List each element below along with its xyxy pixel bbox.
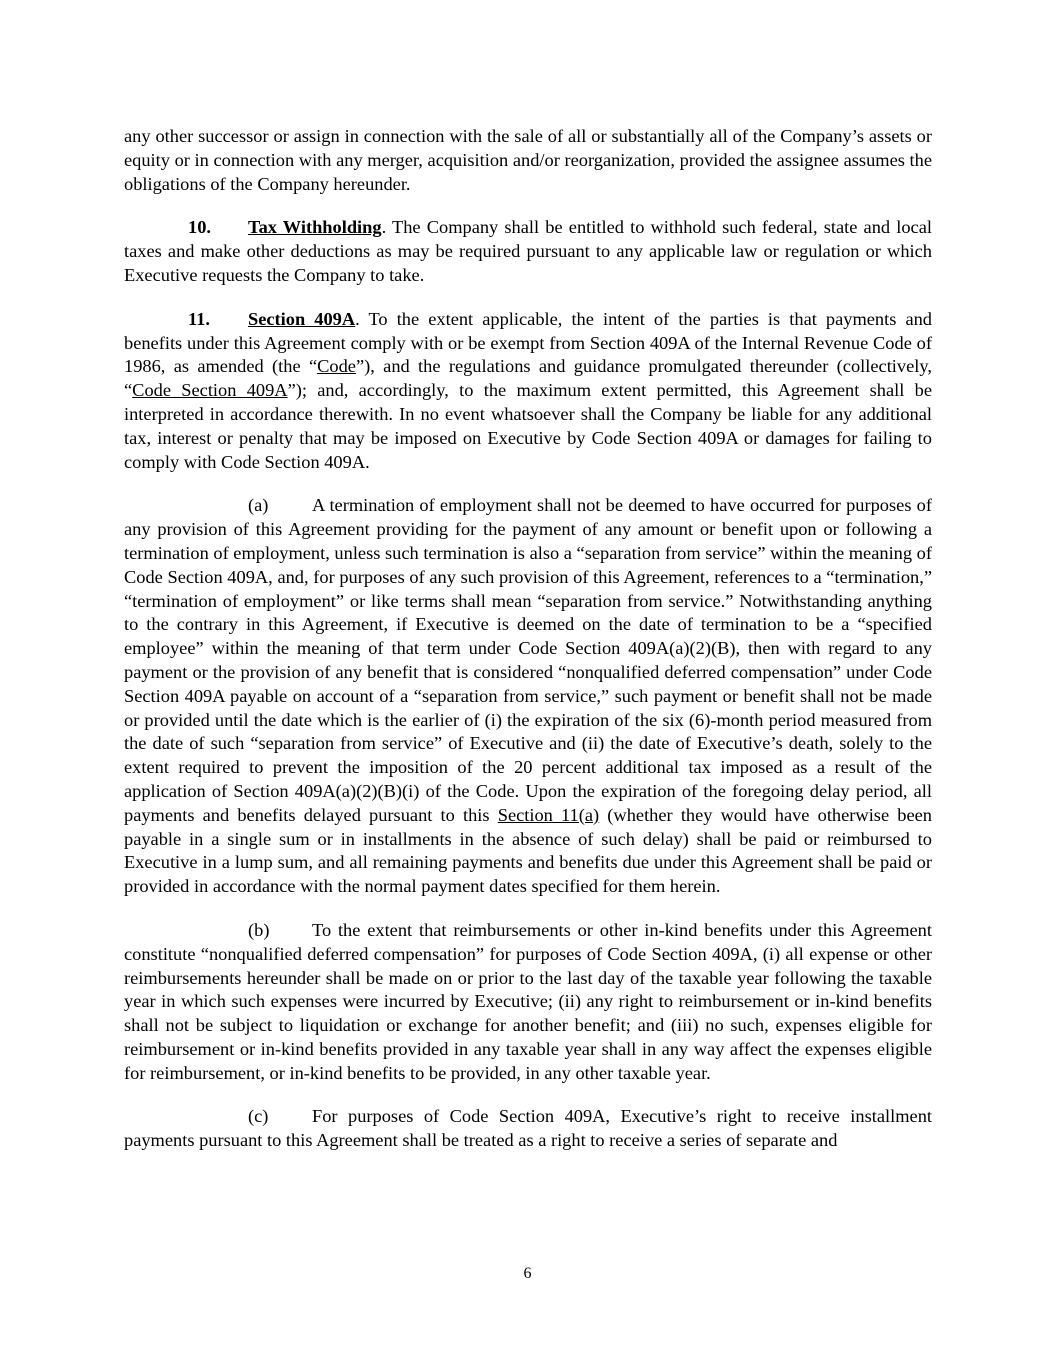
subsection-b-text: To the extent that reimbursements or other in-kind benefits under this Agreement constitute “nonqualified deferred compensation” for purposes of Code Section 409A, (i) all expense or other reimbursements hereunder shall be made on or prior to the last day of the taxable year following the taxable year in which such expenses were incurred by Executive; (ii) any right to reimbursement or in-kind benefits shall not be subject to liquidation or exchange for another benefit; and (iii) no such, expenses eligible for reimbursement or in-kind benefits provided in any taxable year shall in any way affect the expenses eligible for reimbursement, or in-kind benefits to be provided, in any other taxable year. <box>124 919 932 1083</box>
subsection-a-text-1: A termination of employment shall not be deemed to have occurred for purposes of any provision of this Agreement providing for the payment of any amount or benefit upon or following a termination of employment, unless such termination is also a “separation from service” within the meaning of Code Section 409A, and, for purposes of any such provision of this Agreement, references to a “termination,” “termination of employment” or like terms shall mean “separation from service.” Notwithstanding anything to the contrary in this Agreement, if Executive is deemed on the date of termination to be a “specified employee” within the meaning of that term under Code Section 409A(a)(2)(B), then with regard to any payment or the provision of any benefit that is considered “nonqualified deferred compensation” under Code Section 409A payable on account of a “separation from service,” such payment or benefit shall not be made or provided until the date which is the earlier of (i) the expiration of the six (6)-month period measured from the date of such “separation from service” of Executive and (ii) the date of Executive’s death, solely to the extent required to prevent the imposition of the 20 percent additional tax imposed as a result of the application of Section 409A(a)(2)(B)(i) of the Code. Upon the expiration of the foregoing delay period, all payments and benefits delayed pursuant to this <box>124 495 932 825</box>
subsection-c-paragraph <box>124 1105 932 1153</box>
section-11-text-1: . To the extent applicable, the intent of the parties is that payments and benefits under this Agreement comply with or be exempt from Section 409A of the Internal Revenue Code of 1986, as amended (the “ <box>124 308 933 377</box>
subsection-a-paragraph <box>124 494 932 899</box>
continuation-text: any other successor or assign in connection with the sale of all or substantially all of the Company’s assets or equity or in connection with any merger, acquisition and/or reorganization, provided the assignee assumes the obligations of the Company hereunder. <box>124 126 932 194</box>
section-11-text-2: ”), and the regulations and guidance promulgated thereunder (collectively, “ <box>124 356 932 401</box>
subsection-c-label: (c) <box>248 1106 269 1127</box>
section-11-heading: Section 409A <box>248 308 356 329</box>
section-11-number: 11. <box>188 308 210 329</box>
cross-reference-section-11a: Section 11(a) <box>497 804 600 825</box>
section-10-paragraph <box>124 216 932 287</box>
continuation-paragraph <box>124 125 932 196</box>
defined-term-code: Code <box>317 356 356 377</box>
section-11-text-3: ”); and, accordingly, to the maximum extent permitted, this Agreement shall be interpreted in accordance therewith. In no event whatsoever shall the Company be liable for any additional tax, interest or penalty that may be imposed on Executive by Code Section 409A or damages for failing to comply with Code Section 409A. <box>124 380 932 472</box>
subsection-a-label: (a) <box>248 495 269 516</box>
defined-term-code-section-409a: Code Section 409A <box>132 380 288 401</box>
subsection-c-text: For purposes of Code Section 409A, Executive’s right to receive installment payments pursuant to this Agreement shall be treated as a right to receive a series of separate and <box>124 1106 932 1151</box>
subsection-b-label: (b) <box>248 919 270 940</box>
subsection-a-text-2: (whether they would have otherwise been payable in a single sum or in installments in the absence of such delay) shall be paid or reimbursed to Executive in a lump sum, and all remaining payments and benefits due under this Agreement shall be paid or provided in accordance with the normal payment dates specified for them herein. <box>124 804 932 897</box>
subsection-b-paragraph <box>124 919 932 1086</box>
document-body <box>124 125 932 1173</box>
section-10-heading: Tax Withholding <box>248 217 382 238</box>
section-11-paragraph <box>124 308 932 475</box>
section-10-text: . The Company shall be entitled to withhold such federal, state and local taxes and make other deductions as may be required pursuant to any applicable law or regulation or which Executive requests the Company to take. <box>124 217 932 285</box>
page-number: 6 <box>523 1265 532 1282</box>
section-10-number: 10. <box>188 217 211 238</box>
